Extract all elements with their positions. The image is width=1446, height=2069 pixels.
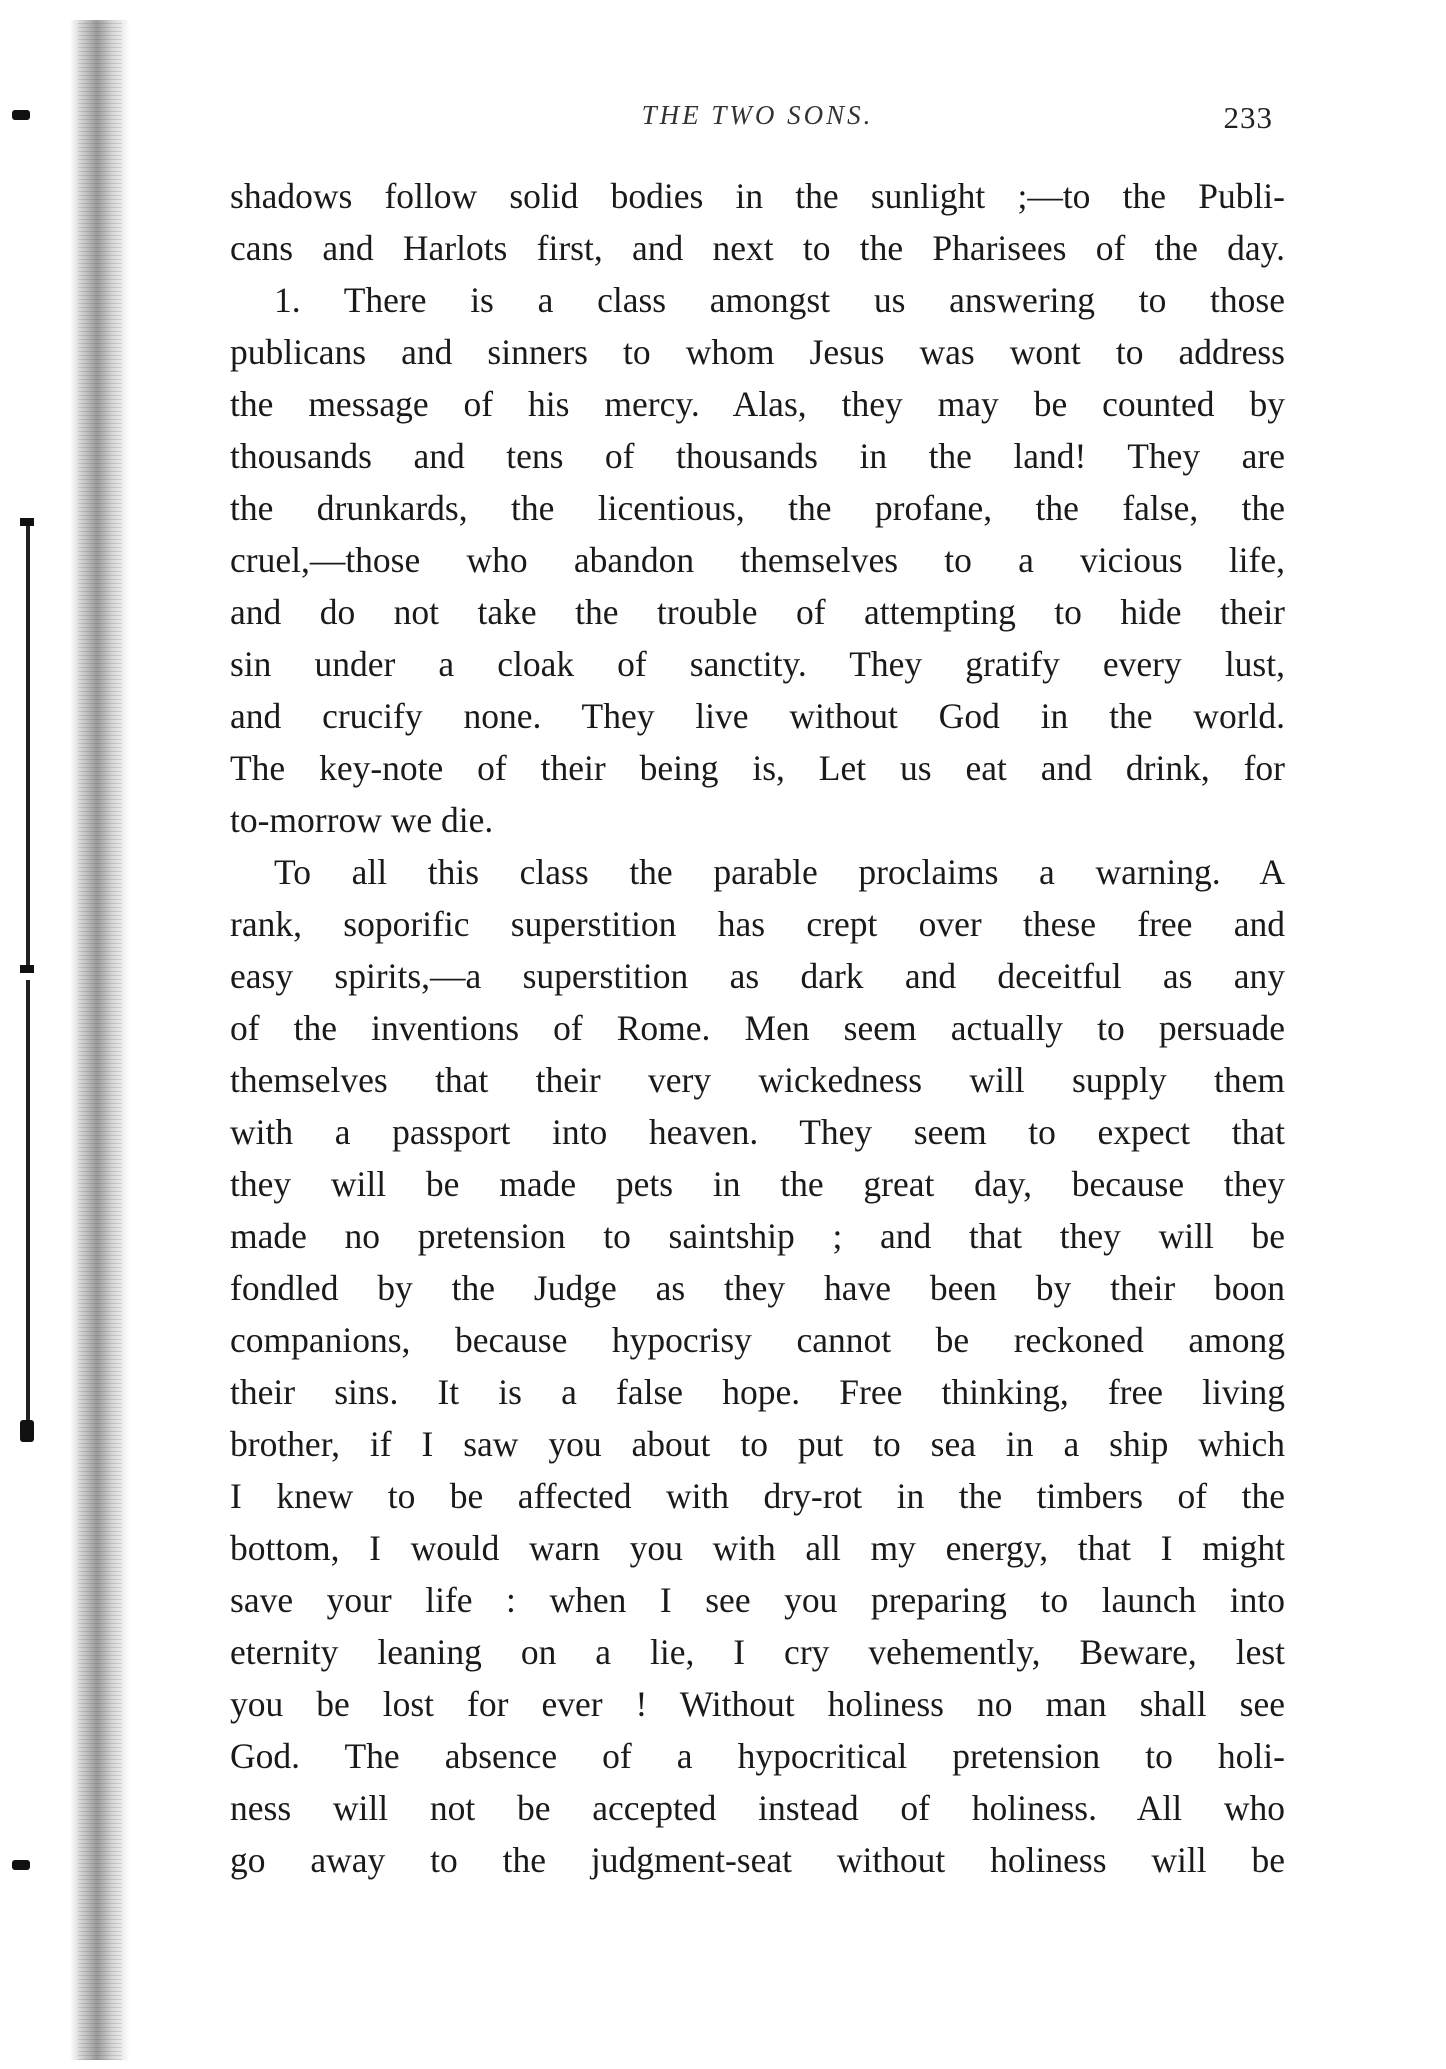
text-line: cans and Harlots first, and next to the Pharisees of the day. [230, 228, 1285, 268]
margin-mark-middle-tick [20, 965, 34, 973]
body-text [230, 170, 1285, 1886]
text-line: of the inventions of Rome. Men seem actually to persuade [230, 1008, 1285, 1048]
text-line: easy spirits,—a superstition as dark and deceitful as any [230, 956, 1285, 996]
text-line: to-morrow we die. [230, 800, 494, 840]
page-header [230, 100, 1285, 140]
text-line: the drunkards, the licentious, the profane, the false, the [230, 488, 1285, 528]
text-line: made no pretension to saintship ; and that they will be [230, 1216, 1285, 1256]
text-line: publicans and sinners to whom Jesus was wont to address [230, 332, 1285, 372]
page-number: 233 [1223, 100, 1273, 135]
text-line: thousands and tens of thousands in the land! They are [230, 436, 1285, 476]
text-line: God. The absence of a hypocritical pretension to holi- [230, 1736, 1285, 1776]
text-line: bottom, I would warn you with all my energy, that I might [230, 1528, 1285, 1568]
margin-mark-bottom [12, 1860, 30, 1870]
text-line: with a passport into heaven. They seem to expect that [230, 1112, 1285, 1152]
text-line: sin under a cloak of sanctity. They gratify every lust, [230, 644, 1285, 684]
text-line: themselves that their very wickedness will supply them [230, 1060, 1285, 1100]
text-line: the message of his mercy. Alas, they may be counted by [230, 384, 1285, 424]
text-line: eternity leaning on a lie, I cry vehemently, Beware, lest [230, 1632, 1285, 1672]
margin-mark-lower-tick [20, 1420, 34, 1442]
margin-stitch-line-upper [26, 520, 30, 970]
text-line: To all this class the parable proclaims a warning. A [274, 852, 1285, 892]
margin-mark-upper-tick [20, 518, 34, 526]
text-line: save your life : when I see you preparing to launch into [230, 1580, 1285, 1620]
margin-mark-top [12, 110, 30, 120]
text-line: ness will not be accepted instead of holiness. All who [230, 1788, 1285, 1828]
text-line: rank, soporific superstition has crept over these free and [230, 904, 1285, 944]
text-line: I knew to be affected with dry-rot in the timbers of the [230, 1476, 1285, 1516]
text-line: fondled by the Judge as they have been by their boon [230, 1268, 1285, 1308]
running-title: THE TWO SONS. [641, 100, 874, 130]
text-line: their sins. It is a false hope. Free thinking, free living [230, 1372, 1285, 1412]
binding-gutter-texture [78, 20, 122, 2060]
text-line: companions, because hypocrisy cannot be reckoned among [230, 1320, 1285, 1360]
text-line: brother, if I saw you about to put to sea in a ship which [230, 1424, 1285, 1464]
margin-stitch-line-lower [26, 980, 30, 1440]
text-line: shadows follow solid bodies in the sunlight ;—to the Publi- [230, 176, 1285, 216]
text-line: The key-note of their being is, Let us eat and drink, for [230, 748, 1285, 788]
text-line: go away to the judgment-seat without holiness will be [230, 1840, 1285, 1880]
text-line: cruel,—those who abandon themselves to a vicious life, [230, 540, 1285, 580]
text-line: and crucify none. They live without God in the world. [230, 696, 1285, 736]
text-line: you be lost for ever ! Without holiness no man shall see [230, 1684, 1285, 1724]
text-line: they will be made pets in the great day, because they [230, 1164, 1285, 1204]
text-line: 1. There is a class amongst us answering to those [274, 280, 1285, 320]
text-line: and do not take the trouble of attempting to hide their [230, 592, 1285, 632]
